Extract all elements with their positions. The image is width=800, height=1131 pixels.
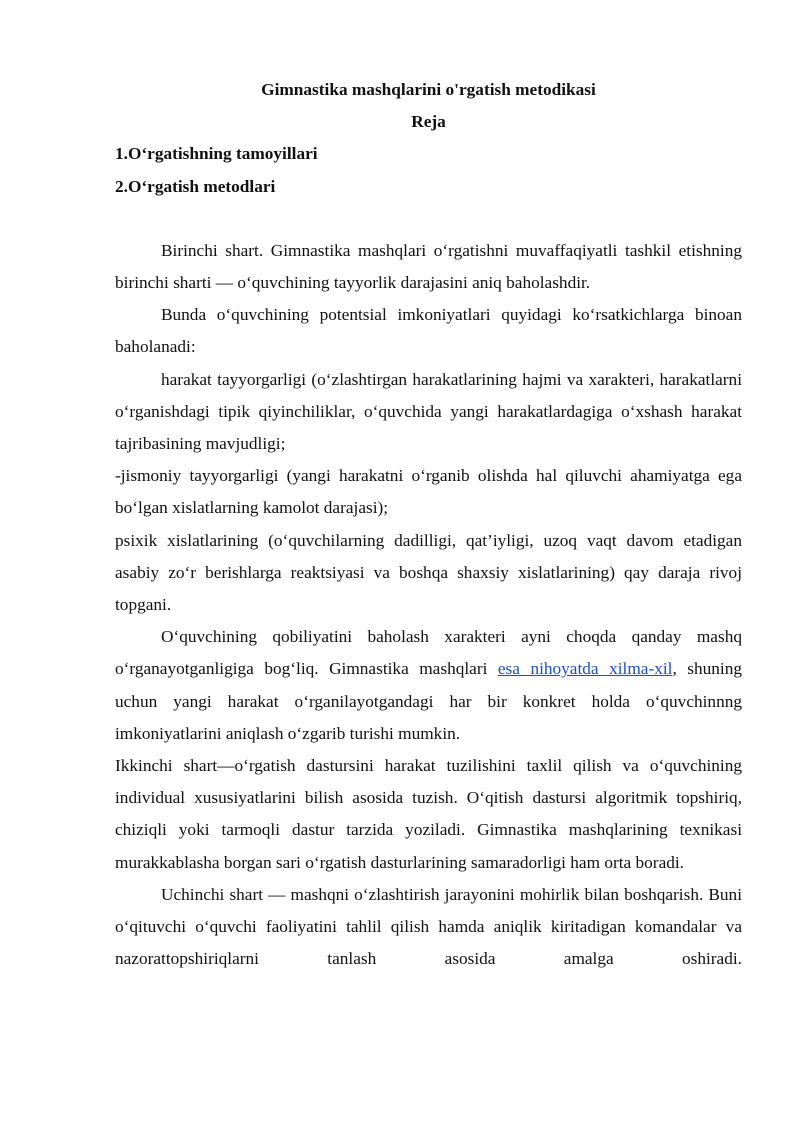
outline-item-1: 1.O‘rgatishning tamoyillari xyxy=(115,144,318,164)
spacer xyxy=(115,203,742,235)
paragraph-first-condition: Birinchi shart. Gimnastika mashqlari o‘rgatishni muvaffaqiyatli tashkil etishning birinchi sharti — o‘quvchining tayyorlik darajasini aniq baholashdir. xyxy=(115,240,742,293)
paragraph-ability-assessment xyxy=(115,621,742,750)
paragraph-motor-readiness: harakat tayyorgarligi (o‘zlashtirgan harakatlarining hajmi va xarakteri, harakatlarni o‘rganishdagi tipik qiyinchiliklar, o‘quvchida yangi harakatlardagiga o‘xshash harakat tajribasining mavjudligi; xyxy=(115,369,742,454)
document-title: Gimnastika mashqlarini o'rgatish metodikasi xyxy=(261,80,596,99)
paragraph-text-after-link: , shuning uchun yangi harakat o‘rganilayotgandagi har bir konkret holda o‘quvchinnng imkoniyatlarini aniqlash o‘zgarib turishi mumkin. xyxy=(115,659,742,743)
document-subtitle: Reja xyxy=(411,112,446,132)
document-page xyxy=(115,74,742,975)
paragraph-text-before-link: O‘quvchining qobiliyatini baholash xarakteri ayni choqda qanday mashq o‘rganayotganligiga bog‘liq. Gimnastika mashqlari xyxy=(115,627,742,679)
paragraph-assessment-intro: Bunda o‘quvchining potentsial imkoniyatlari quyidagi ko‘rsatkichlarga binoan baholanadi: xyxy=(115,305,742,357)
outline-item-2: 2.O‘rgatish metodlari xyxy=(115,176,276,196)
inline-link[interactable]: esa nihoyatda xilma-xil xyxy=(497,659,673,679)
paragraph-psychic-qualities: psixik xislatlarining (o‘quvchilarning dadilligi, qat’iyligi, uzoq vaqt davom etadigan asabiy zo‘r berishlarga reaktsiyasi va boshqa shaxsiy xislatlarining) qay daraja rivoj topgani. xyxy=(115,530,742,615)
paragraph-second-condition: Ikkinchi shart—o‘rgatish dastursini harakat tuzilishini taxlil qilish va o‘quvchining individual xususiyatlarini bilish asosida tuzish. O‘qitish dastursi algoritmik topshiriq, chiziqli yoki tarmoqli dastur tarzida yoziladi. Gimnastika mashqlarining texnikasi murakkablasha borgan sari o‘rgatish dasturlarining samaradorligi ham orta boradi. xyxy=(115,756,742,872)
paragraph-physical-readiness: -jismoniy tayyorgarligi (yangi harakatni o‘rganib olishda hal qiluvchi ahamiyatga ega bo‘lgan xislatlarning kamolot darajasi); xyxy=(115,466,742,518)
paragraph-third-condition: Uchinchi shart — mashqni o‘zlashtirish jarayonini mohirlik bilan boshqarish. Buni o‘qituvchi o‘quvchi faoliyatini tahlil qilish hamda aniqlik kiritadigan komandalar va nazorattopshiriqlarni tanlash asosida amalga oshiradi. xyxy=(115,884,742,969)
